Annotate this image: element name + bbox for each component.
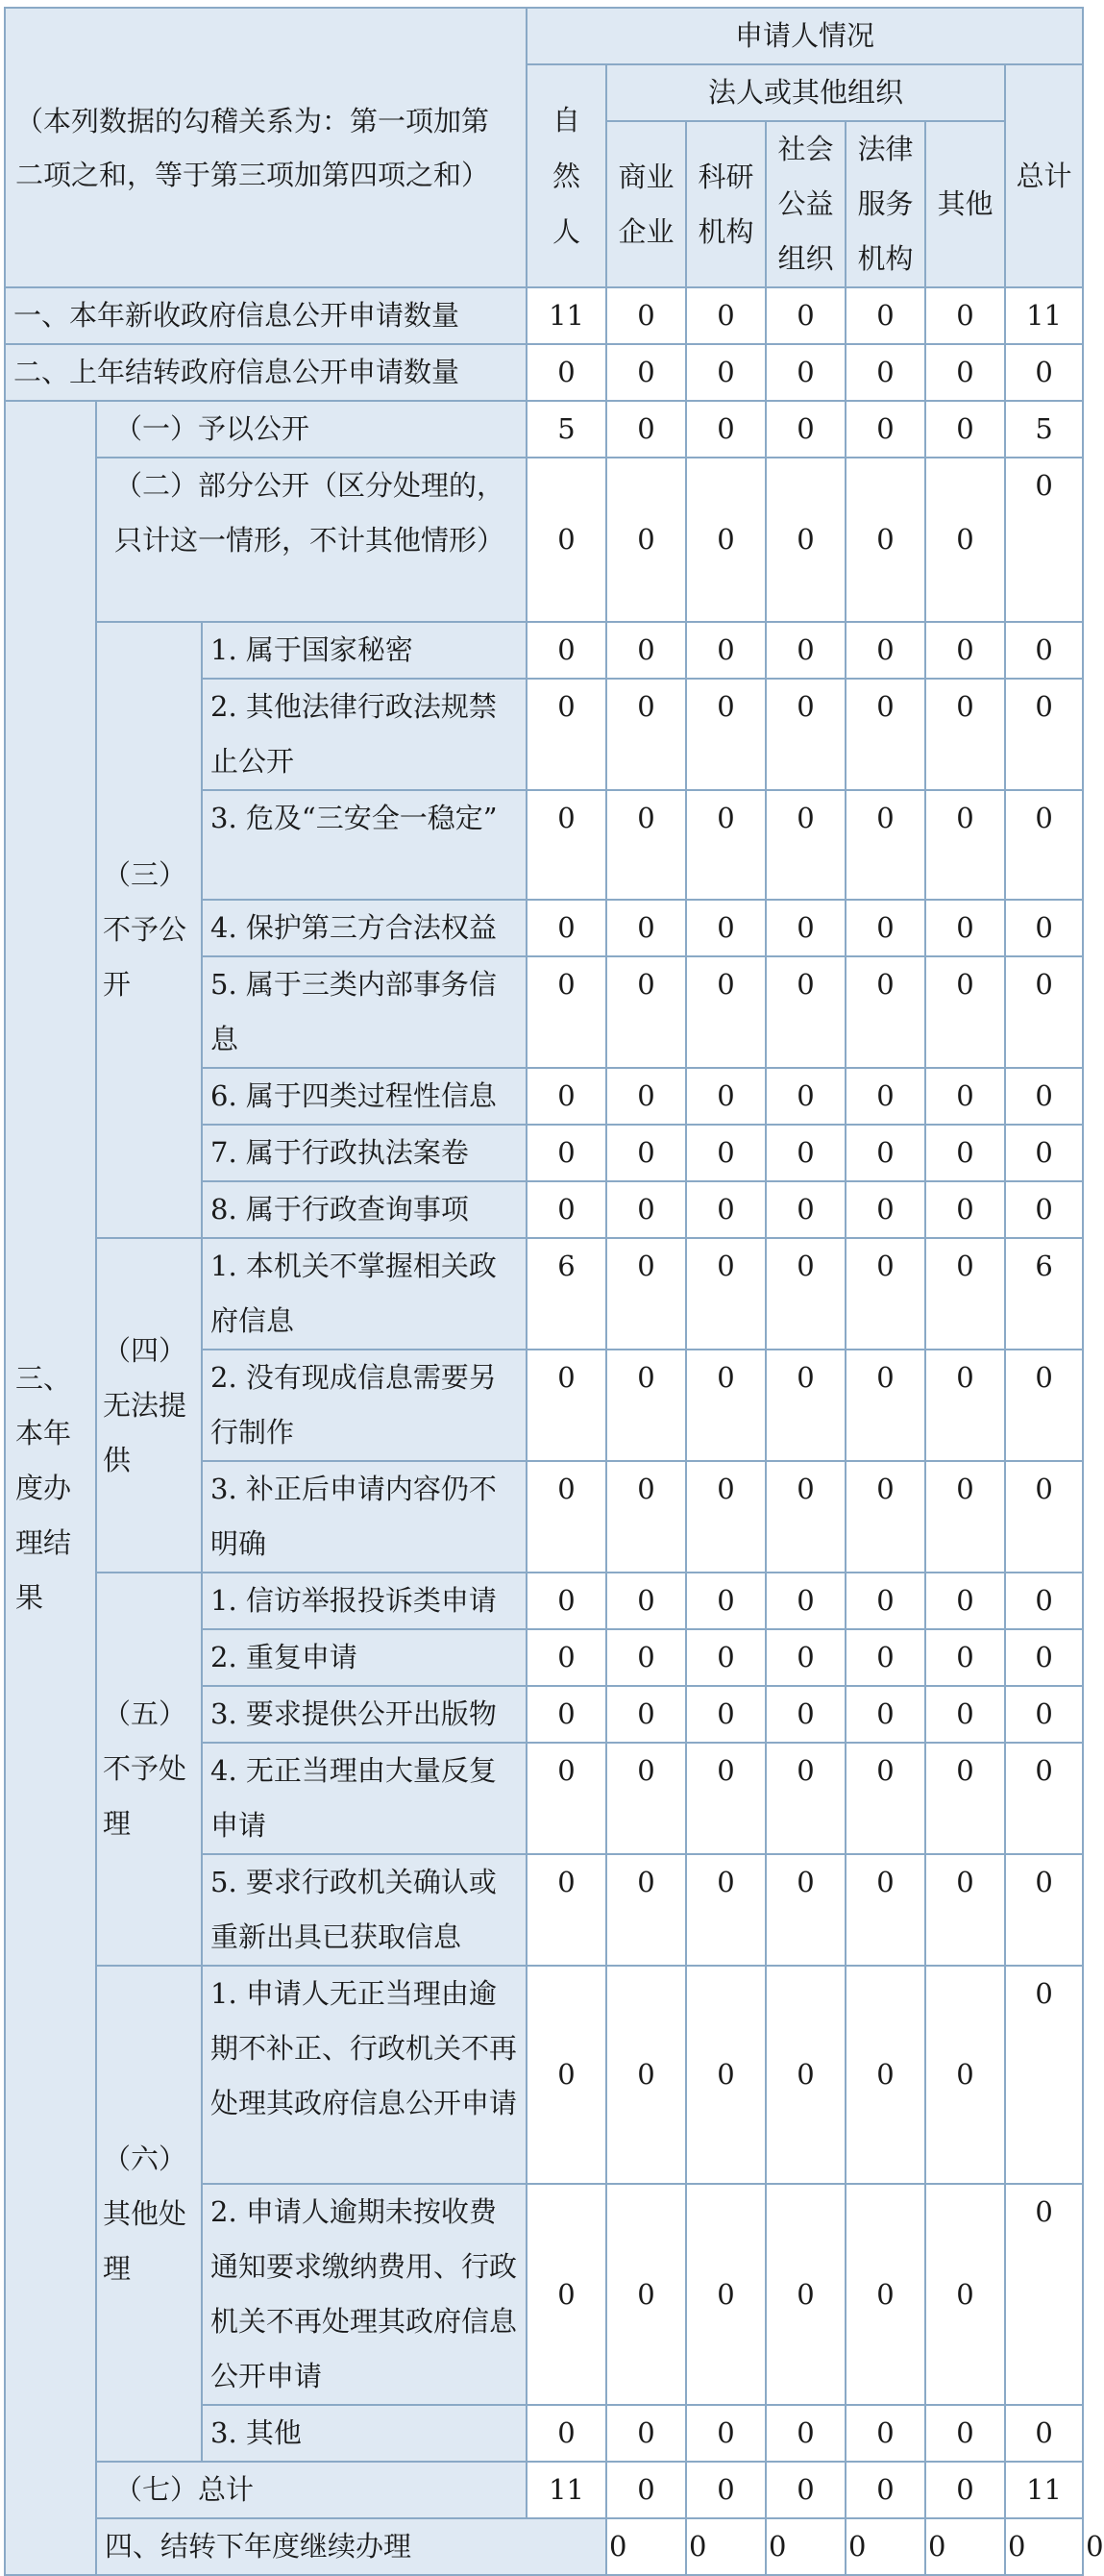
cell-value: 0: [606, 1125, 686, 1181]
cell-value: 0: [846, 1629, 925, 1686]
cell-value: 0: [1005, 1743, 1083, 1854]
cell-value: 0: [846, 287, 925, 344]
row-carry-forward: 四、结转下年度继续办理 0 0 0 0 0 0 0: [5, 2518, 1083, 2575]
row-label: 5. 要求行政机关确认或重新出具已获取信息: [202, 1854, 527, 1966]
row-label: 5. 属于三类内部事务信息: [202, 956, 527, 1068]
cell-value: 0: [606, 679, 686, 790]
row-label: 3. 要求提供公开出版物: [202, 1686, 527, 1743]
cell-value: 0: [1005, 1350, 1083, 1461]
cell-value: 0: [527, 1068, 606, 1125]
cell-value: 0: [766, 1854, 846, 1966]
row-label: 2. 其他法律行政法规禁止公开: [202, 679, 527, 790]
cell-value: 0: [766, 1125, 846, 1181]
cell-value: 0: [686, 1350, 766, 1461]
cell-value: 0: [925, 1743, 1005, 1854]
cell-value: 0: [1005, 900, 1083, 956]
cell-value: 6: [1005, 1238, 1083, 1350]
cell-value: 0: [527, 790, 606, 900]
cell-value: 11: [1005, 287, 1083, 344]
cell-value: 0: [527, 1629, 606, 1686]
cell-value: 0: [766, 2184, 846, 2405]
cell-value: 0: [925, 900, 1005, 956]
cell-value: 0: [925, 1629, 1005, 1686]
row-label: 3. 其他: [202, 2405, 527, 2462]
cell-value: 0: [686, 2518, 766, 2575]
legal-group-header: 法人或其他组织: [606, 64, 1005, 121]
cell-value: 0: [766, 1629, 846, 1686]
row-label: 一、本年新收政府信息公开申请数量: [5, 287, 527, 344]
row-g2-partial: [5, 458, 1083, 622]
cell-value: 0: [606, 2518, 686, 2575]
cell-value: 0: [527, 622, 606, 679]
cell-value: 0: [606, 1686, 686, 1743]
cell-value: 0: [686, 1068, 766, 1125]
cell-value: 0: [925, 622, 1005, 679]
cell-value: 0: [606, 401, 686, 458]
cell-value: 0: [1005, 2405, 1083, 2462]
cell-value: 0: [686, 1125, 766, 1181]
cell-value: 11: [527, 287, 606, 344]
cell-value: 0: [846, 2405, 925, 2462]
cell-value: 0: [527, 1743, 606, 1854]
cell-value: 0: [686, 1854, 766, 1966]
cell-value: 0: [925, 1238, 1005, 1350]
cell-value: 0: [766, 401, 846, 458]
cell-value: 0: [766, 287, 846, 344]
g3-label: （三）不予公开: [96, 622, 202, 1238]
row-new-requests: [5, 287, 1083, 344]
cell-value: 0: [925, 679, 1005, 790]
cell-value: 0: [527, 1461, 606, 1573]
row-label: 四、结转下年度继续办理: [96, 2518, 606, 2575]
cell-value: 0: [527, 2184, 606, 2405]
cell-value: 0: [606, 1573, 686, 1629]
cell-value: 0: [846, 1573, 925, 1629]
cell-value: 0: [686, 1461, 766, 1573]
cell-value: 0: [846, 458, 925, 622]
cell-value: 0: [766, 1238, 846, 1350]
row-label: 1. 本机关不掌握相关政府信息: [202, 1238, 527, 1350]
cell-value: 0: [686, 1966, 766, 2184]
cell-value: 0: [766, 1461, 846, 1573]
cell-value: 0: [925, 790, 1005, 900]
cell-value: 0: [606, 1238, 686, 1350]
cell-value: 0: [766, 622, 846, 679]
cell-value: 0: [766, 344, 846, 401]
cell-value: 0: [1005, 1461, 1083, 1573]
cell-value: 0: [766, 1743, 846, 1854]
commercial-header: 商业企业: [606, 121, 686, 287]
cell-value: 0: [925, 1686, 1005, 1743]
cell-value: 0: [686, 1238, 766, 1350]
cell-value: 0: [606, 287, 686, 344]
cell-value: 0: [846, 2518, 925, 2575]
cell-value: 0: [846, 1461, 925, 1573]
cell-value: 0: [527, 1125, 606, 1181]
cell-value: 0: [1005, 1629, 1083, 1686]
row-label: 3. 补正后申请内容仍不明确: [202, 1461, 527, 1573]
cell-value: 0: [686, 2184, 766, 2405]
cell-value: 0: [925, 2405, 1005, 2462]
row-label: （一）予以公开: [96, 401, 527, 458]
cell-value: 0: [686, 287, 766, 344]
cell-value: 0: [766, 679, 846, 790]
cell-value: 0: [1005, 1854, 1083, 1966]
law-header: 法律服务机构: [846, 121, 925, 287]
cell-value: 0: [925, 1461, 1005, 1573]
cell-value: 0: [925, 1181, 1005, 1238]
cell-value: 0: [686, 622, 766, 679]
cell-value: 0: [846, 1181, 925, 1238]
cell-value: 0: [766, 2405, 846, 2462]
cell-value: 0: [925, 1350, 1005, 1461]
row-label: 2. 重复申请: [202, 1629, 527, 1686]
row-label: （二）部分公开（区分处理的，只计这一情形，不计其他情形）: [96, 458, 527, 622]
row-label: 1. 信访举报投诉类申请: [202, 1573, 527, 1629]
cell-value: 0: [925, 401, 1005, 458]
cell-value: 0: [686, 956, 766, 1068]
row-label: （七）总计: [96, 2462, 527, 2518]
cell-value: 0: [846, 1238, 925, 1350]
cell-value: 0: [846, 956, 925, 1068]
cell-value: 0: [766, 900, 846, 956]
cell-value: 0: [1005, 2518, 1083, 2575]
g4-label: （四）无法提供: [96, 1238, 202, 1573]
cell-value: 5: [1005, 401, 1083, 458]
row-g4-item-1: [5, 1238, 1083, 1350]
cell-value: 0: [1005, 2184, 1083, 2405]
cell-value: 5: [527, 401, 606, 458]
cell-value: 0: [1005, 1686, 1083, 1743]
intro-note: （本列数据的勾稽关系为：第一项加第二项之和，等于第三项加第四项之和）: [5, 8, 527, 287]
cell-value: 0: [606, 1068, 686, 1125]
cell-value: 0: [846, 679, 925, 790]
cell-value: 0: [686, 1629, 766, 1686]
g5-label: （五）不予处理: [96, 1573, 202, 1966]
cell-value: 0: [846, 790, 925, 900]
cell-value: 0: [1005, 1125, 1083, 1181]
social-header: 社会公益组织: [766, 121, 846, 287]
cell-value: 0: [606, 1966, 686, 2184]
cell-value: 0: [686, 401, 766, 458]
section3-label: 三、本年度办理结果: [5, 401, 96, 2575]
cell-value: 0: [527, 2405, 606, 2462]
cell-value: 0: [766, 1573, 846, 1629]
cell-value: 0: [606, 2184, 686, 2405]
cell-value: 0: [606, 1854, 686, 1966]
cell-value: 0: [527, 900, 606, 956]
cell-value: 0: [527, 458, 606, 622]
applicant-header: 申请人情况: [527, 8, 1083, 64]
g6-label: （六）其他处理: [96, 1966, 202, 2462]
cell-value: 0: [925, 458, 1005, 622]
cell-value: 0: [1005, 1068, 1083, 1125]
cell-value: 0: [1005, 622, 1083, 679]
cell-value: 0: [606, 1461, 686, 1573]
total-header: 总计: [1005, 64, 1083, 287]
cell-value: 0: [1005, 1181, 1083, 1238]
cell-value: 0: [1005, 956, 1083, 1068]
row-label: 8. 属于行政查询事项: [202, 1181, 527, 1238]
cell-value: 0: [606, 956, 686, 1068]
cell-value: 0: [766, 1068, 846, 1125]
cell-value: 0: [766, 790, 846, 900]
cell-value: 0: [606, 1181, 686, 1238]
cell-value: 0: [846, 1854, 925, 1966]
cell-value: 0: [846, 2462, 925, 2518]
cell-value: 0: [846, 401, 925, 458]
cell-value: 0: [925, 344, 1005, 401]
cell-value: 0: [766, 956, 846, 1068]
other-header: 其他: [925, 121, 1005, 287]
cell-value: 0: [686, 790, 766, 900]
cell-value: 0: [925, 2184, 1005, 2405]
cell-value: 0: [686, 900, 766, 956]
row-label: 2. 没有现成信息需要另行制作: [202, 1350, 527, 1461]
cell-value: 0: [1005, 679, 1083, 790]
row-label: 4. 保护第三方合法权益: [202, 900, 527, 956]
cell-value: 0: [686, 679, 766, 790]
research-header: 科研机构: [686, 121, 766, 287]
row-label: 7. 属于行政执法案卷: [202, 1125, 527, 1181]
cell-value: 0: [925, 1125, 1005, 1181]
cell-value: 0: [846, 1966, 925, 2184]
cell-value: 0: [846, 1068, 925, 1125]
cell-value: 0: [925, 1854, 1005, 1966]
cell-value: 0: [925, 2518, 1005, 2575]
cell-value: 0: [686, 1743, 766, 1854]
cell-value: 0: [766, 1181, 846, 1238]
cell-value: 0: [686, 1573, 766, 1629]
cell-value: 0: [766, 2462, 846, 2518]
cell-value: 0: [846, 622, 925, 679]
cell-value: 6: [527, 1238, 606, 1350]
row-label: 6. 属于四类过程性信息: [202, 1068, 527, 1125]
row-g7-total: [5, 2462, 1083, 2518]
cell-value: 0: [846, 2184, 925, 2405]
cell-value: 0: [606, 622, 686, 679]
cell-value: 0: [1005, 1573, 1083, 1629]
cell-value: 0: [846, 900, 925, 956]
row-label: 1. 属于国家秘密: [202, 622, 527, 679]
cell-value: 0: [925, 2462, 1005, 2518]
cell-value: 0: [846, 344, 925, 401]
cell-value: 0: [606, 900, 686, 956]
cell-value: 0: [606, 458, 686, 622]
cell-value: 0: [527, 1854, 606, 1966]
cell-value: 0: [1005, 1966, 1083, 2184]
gov-info-disclosure-table: [4, 7, 1104, 2576]
cell-value: 0: [527, 679, 606, 790]
cell-value: 0: [606, 1743, 686, 1854]
cell-value: 0: [686, 1686, 766, 1743]
cell-value: 0: [766, 458, 846, 622]
row-carried-over: [5, 344, 1083, 401]
cell-value: 0: [1005, 458, 1083, 622]
natural-person-header: 自然人: [527, 64, 606, 287]
row-g6-item-1: [5, 1966, 1083, 2184]
cell-value: 0: [606, 2405, 686, 2462]
cell-value: 0: [766, 1686, 846, 1743]
cell-value: 0: [846, 1125, 925, 1181]
cell-value: 0: [527, 344, 606, 401]
cell-value: 0: [1005, 344, 1083, 401]
cell-value: 0: [925, 956, 1005, 1068]
cell-value: 0: [527, 1573, 606, 1629]
cell-value: 0: [527, 1686, 606, 1743]
cell-value: 0: [527, 1966, 606, 2184]
row-label: 二、上年结转政府信息公开申请数量: [5, 344, 527, 401]
cell-value: 0: [686, 2462, 766, 2518]
row-g1-disclosed: [5, 401, 1083, 458]
row-label: 3. 危及“三安全一稳定”: [202, 790, 527, 900]
cell-value: 0: [606, 1350, 686, 1461]
cell-value: 0: [686, 458, 766, 622]
cell-value: 0: [925, 1068, 1005, 1125]
cell-value: 11: [527, 2462, 606, 2518]
cell-value: 0: [686, 2405, 766, 2462]
cell-value: 0: [606, 2462, 686, 2518]
cell-value: 0: [1005, 790, 1083, 900]
cell-value: 0: [925, 1573, 1005, 1629]
cell-value: 0: [846, 1350, 925, 1461]
cell-value: 0: [606, 1629, 686, 1686]
cell-value: 0: [686, 1181, 766, 1238]
cell-value: 0: [925, 1966, 1005, 2184]
cell-value: 0: [527, 1350, 606, 1461]
cell-value: 0: [686, 344, 766, 401]
cell-value: 0: [925, 287, 1005, 344]
cell-value: 0: [766, 1350, 846, 1461]
cell-value: 11: [1005, 2462, 1083, 2518]
row-label: 2. 申请人逾期未按收费通知要求缴纳费用、行政机关不再处理其政府信息公开申请: [202, 2184, 527, 2405]
cell-value: 0: [527, 956, 606, 1068]
cell-value: 0: [766, 2518, 846, 2575]
header-row-1: [5, 8, 1083, 64]
row-g3-item-1: [5, 622, 1083, 679]
cell-value: 0: [606, 344, 686, 401]
cell-value: 0: [606, 790, 686, 900]
row-label: 1. 申请人无正当理由逾期不补正、行政机关不再处理其政府信息公开申请: [202, 1966, 527, 2184]
cell-value: 0: [766, 1966, 846, 2184]
cell-value: 0: [527, 1181, 606, 1238]
row-label: 4. 无正当理由大量反复申请: [202, 1743, 527, 1854]
cell-value: 0: [846, 1686, 925, 1743]
row-g5-item-1: [5, 1573, 1083, 1629]
cell-value: 0: [846, 1743, 925, 1854]
